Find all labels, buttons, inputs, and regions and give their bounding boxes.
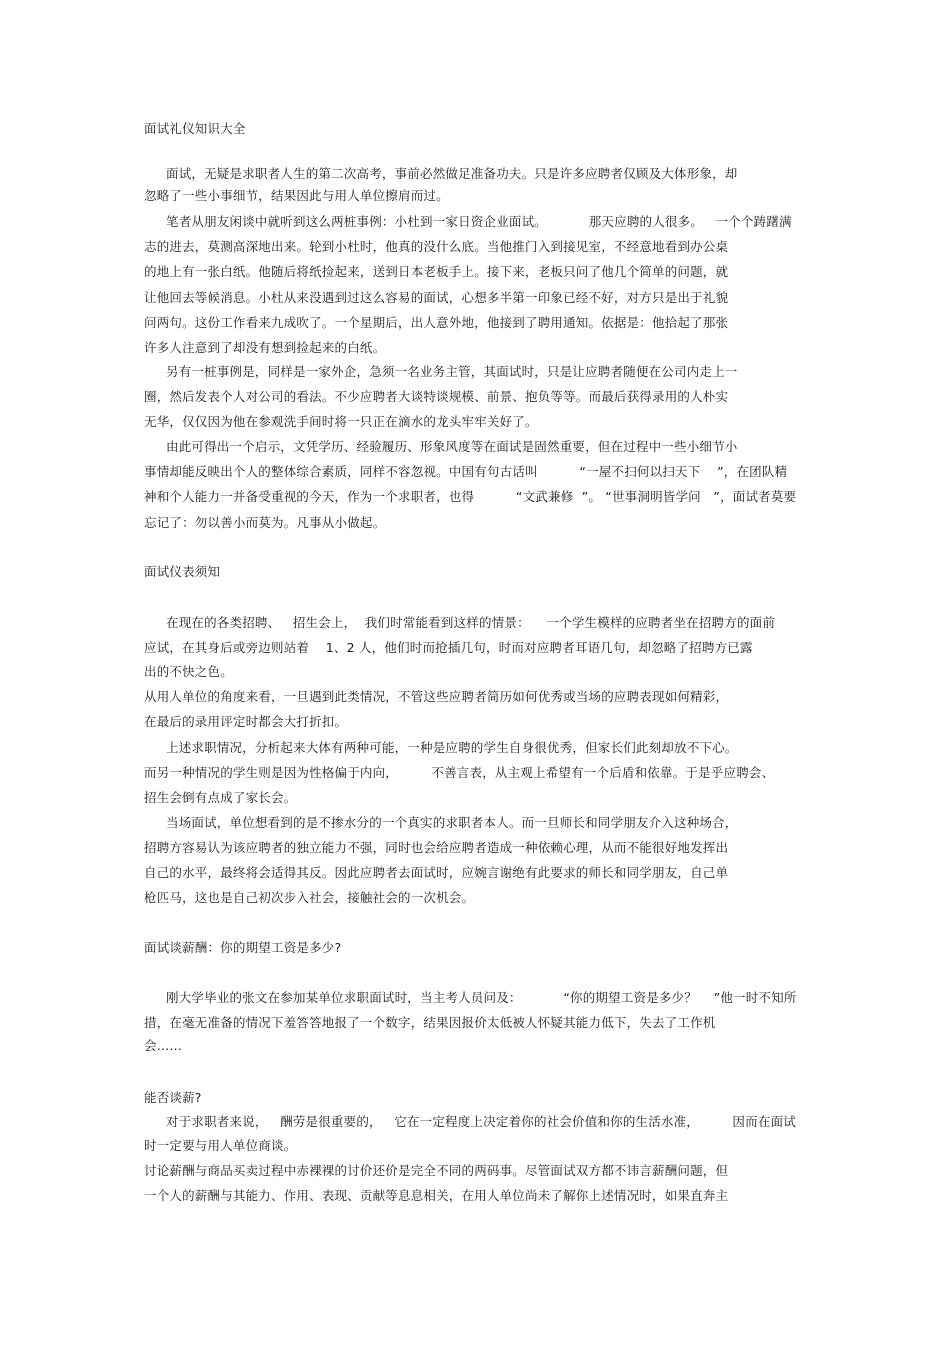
- section4-p2-line-2: 一个人的薪酬与其能力、作用、表现、贡献等息息相关，在用人单位尚未了解你上述情况时，如果直奔主: [144, 1188, 729, 1203]
- section4-p1-line-1: 对于求职者来说， 酬劳是很重要的， 它在一定程度上决定着你的社会价值和你的生活水准， 因而在面试: [166, 1114, 796, 1129]
- story2-line-1: 另有一桩事例是，同样是一家外企，急须一名业务主管，其面试时，只是让应聘者随便在公司内走上一: [166, 364, 738, 379]
- story2-line-3: 无华，仅仅因为他在参观洗手间时将一只正在滴水的龙头牢牢关好了。: [144, 414, 538, 429]
- intro-line-1: 面试，无疑是求职者人生的第二次高考，事前必然做足准备功夫。只是许多应聘者仅顾及大体形象，却: [166, 166, 738, 181]
- section4-title: 能否谈薪?: [144, 1090, 202, 1105]
- section4-p1-line-2: 时一定要与用人单位商谈。: [144, 1138, 297, 1153]
- story1-line-4: 让他回去等候消息。小杜从来没遇到过这么容易的面试，心想多半第一印象已经不好，对方只是出于礼貌: [144, 290, 729, 305]
- section2-p4-line-3: 自己的水平，最终将会适得其反。因此应聘者去面试时，应婉言谢绝有此要求的师长和同学朋友，自己单: [144, 865, 729, 880]
- story2-line-2: 圈，然后发表个人对公司的看法。不少应聘者大谈特谈规模、前景、抱负等等。而最后获得录用的人朴实: [144, 389, 729, 404]
- conclusion-line-1: 由此可得出一个启示，文凭学历、经验履历、形象风度等在面试是固然重要，但在过程中一些小细节小: [166, 439, 738, 454]
- section2-title: 面试仪表须知: [144, 564, 221, 579]
- story1-line-1: 笔者从朋友闲谈中就听到这么两桩事例：小杜到一家日资企业面试。 那天应聘的人很多。 一个个踌躇满: [166, 214, 792, 229]
- section2-p1-line-1: 在现在的各类招聘、 招生会上， 我们时常能看到这样的情景： 一个学生模样的应聘者坐在招聘方的面前: [166, 615, 776, 630]
- section2-p4-line-1: 当场面试，单位想看到的是不掺水分的一个真实的求职者本人。而一旦师长和同学朋友介入这种场合，: [166, 815, 738, 830]
- conclusion-line-3: 神和个人能力一并备受重视的今天，作为一个求职者，也得 “文武兼修 ”。 “世事洞明皆学问 ”，面试者莫要: [144, 489, 797, 504]
- section2-p4-line-2: 招聘方容易认为该应聘者的独立能力不强，同时也会给应聘者造成一种依赖心理，从而不能很好地发挥出: [144, 840, 729, 855]
- section2-p2-line-2: 在最后的录用评定时都会大打折扣。: [144, 714, 348, 729]
- conclusion-line-4: 忘记了：勿以善小而莫为。凡事从小做起。: [144, 515, 386, 530]
- section3-title: 面试谈薪酬：你的期望工资是多少?: [144, 940, 342, 955]
- section3-p1-line-2: 措，在毫无准备的情况下羞答答地报了一个数字，结果因报价太低被人怀疑其能力低下，失去了工作机: [144, 1015, 716, 1030]
- section3-p1-line-1: 刚大学毕业的张文在参加某单位求职面试时，当主考人员问及： “你的期望工资是多少？ ”他一时不知所: [166, 990, 797, 1005]
- story1-line-6: 许多人注意到了却没有想到捡起来的白纸。: [144, 340, 386, 355]
- document-title: 面试礼仪知识大全: [144, 121, 246, 136]
- section2-p1-line-2: 应试，在其身后或旁边则站着 1、2 人，他们时而抢插几句，时而对应聘者耳语几句，却忽略了招聘方已露: [144, 640, 753, 655]
- section2-p1-line-3: 出的不快之色。: [144, 664, 233, 679]
- section3-p1-line-3: 会……: [144, 1038, 183, 1053]
- intro-line-2: 忽略了一些小事细节，结果因此与用人单位擦肩而过。: [144, 188, 449, 203]
- section2-p3-line-3: 招生会倒有点成了家长会。: [144, 790, 297, 805]
- section4-p2-line-1: 讨论薪酬与商品买卖过程中赤裸裸的讨价还价是完全不同的两码事。尽管面试双方都不讳言薪酬问题，但: [144, 1163, 729, 1178]
- story1-line-5: 问两句。这份工作看来九成吹了。一个星期后，出人意外地，他接到了聘用通知。依据是：他拾起了那张: [144, 315, 729, 330]
- section2-p4-line-4: 枪匹马，这也是自己初次步入社会，接触社会的一次机会。: [144, 890, 475, 905]
- story1-line-3: 的地上有一张白纸。他随后将纸捡起来，送到日本老板手上。接下来，老板只问了他几个简单的问题，就: [144, 264, 729, 279]
- section2-p3-line-2: 而另一种情况的学生则是因为性格偏于内向， 不善言表，从主观上希望有一个后盾和依靠。于是乎应聘会、: [144, 765, 775, 780]
- story1-line-2: 志的进去，莫测高深地出来。轮到小杜时，他真的没什么底。当他推门入到接见室，不经意地看到办公桌: [144, 239, 729, 254]
- section2-p2-line-1: 从用人单位的角度来看，一旦遇到此类情况，不管这些应聘者简历如何优秀或当场的应聘表现如何精彩，: [144, 689, 729, 704]
- section2-p3-line-1: 上述求职情况，分析起来大体有两种可能，一种是应聘的学生自身很优秀，但家长们此刻却放不下心。: [166, 740, 738, 755]
- conclusion-line-2: 事情却能反映出个人的整体综合素质，同样不容忽视。中国有句古话叫 “一屋不扫何以扫天下 ”，在团队精: [144, 464, 788, 479]
